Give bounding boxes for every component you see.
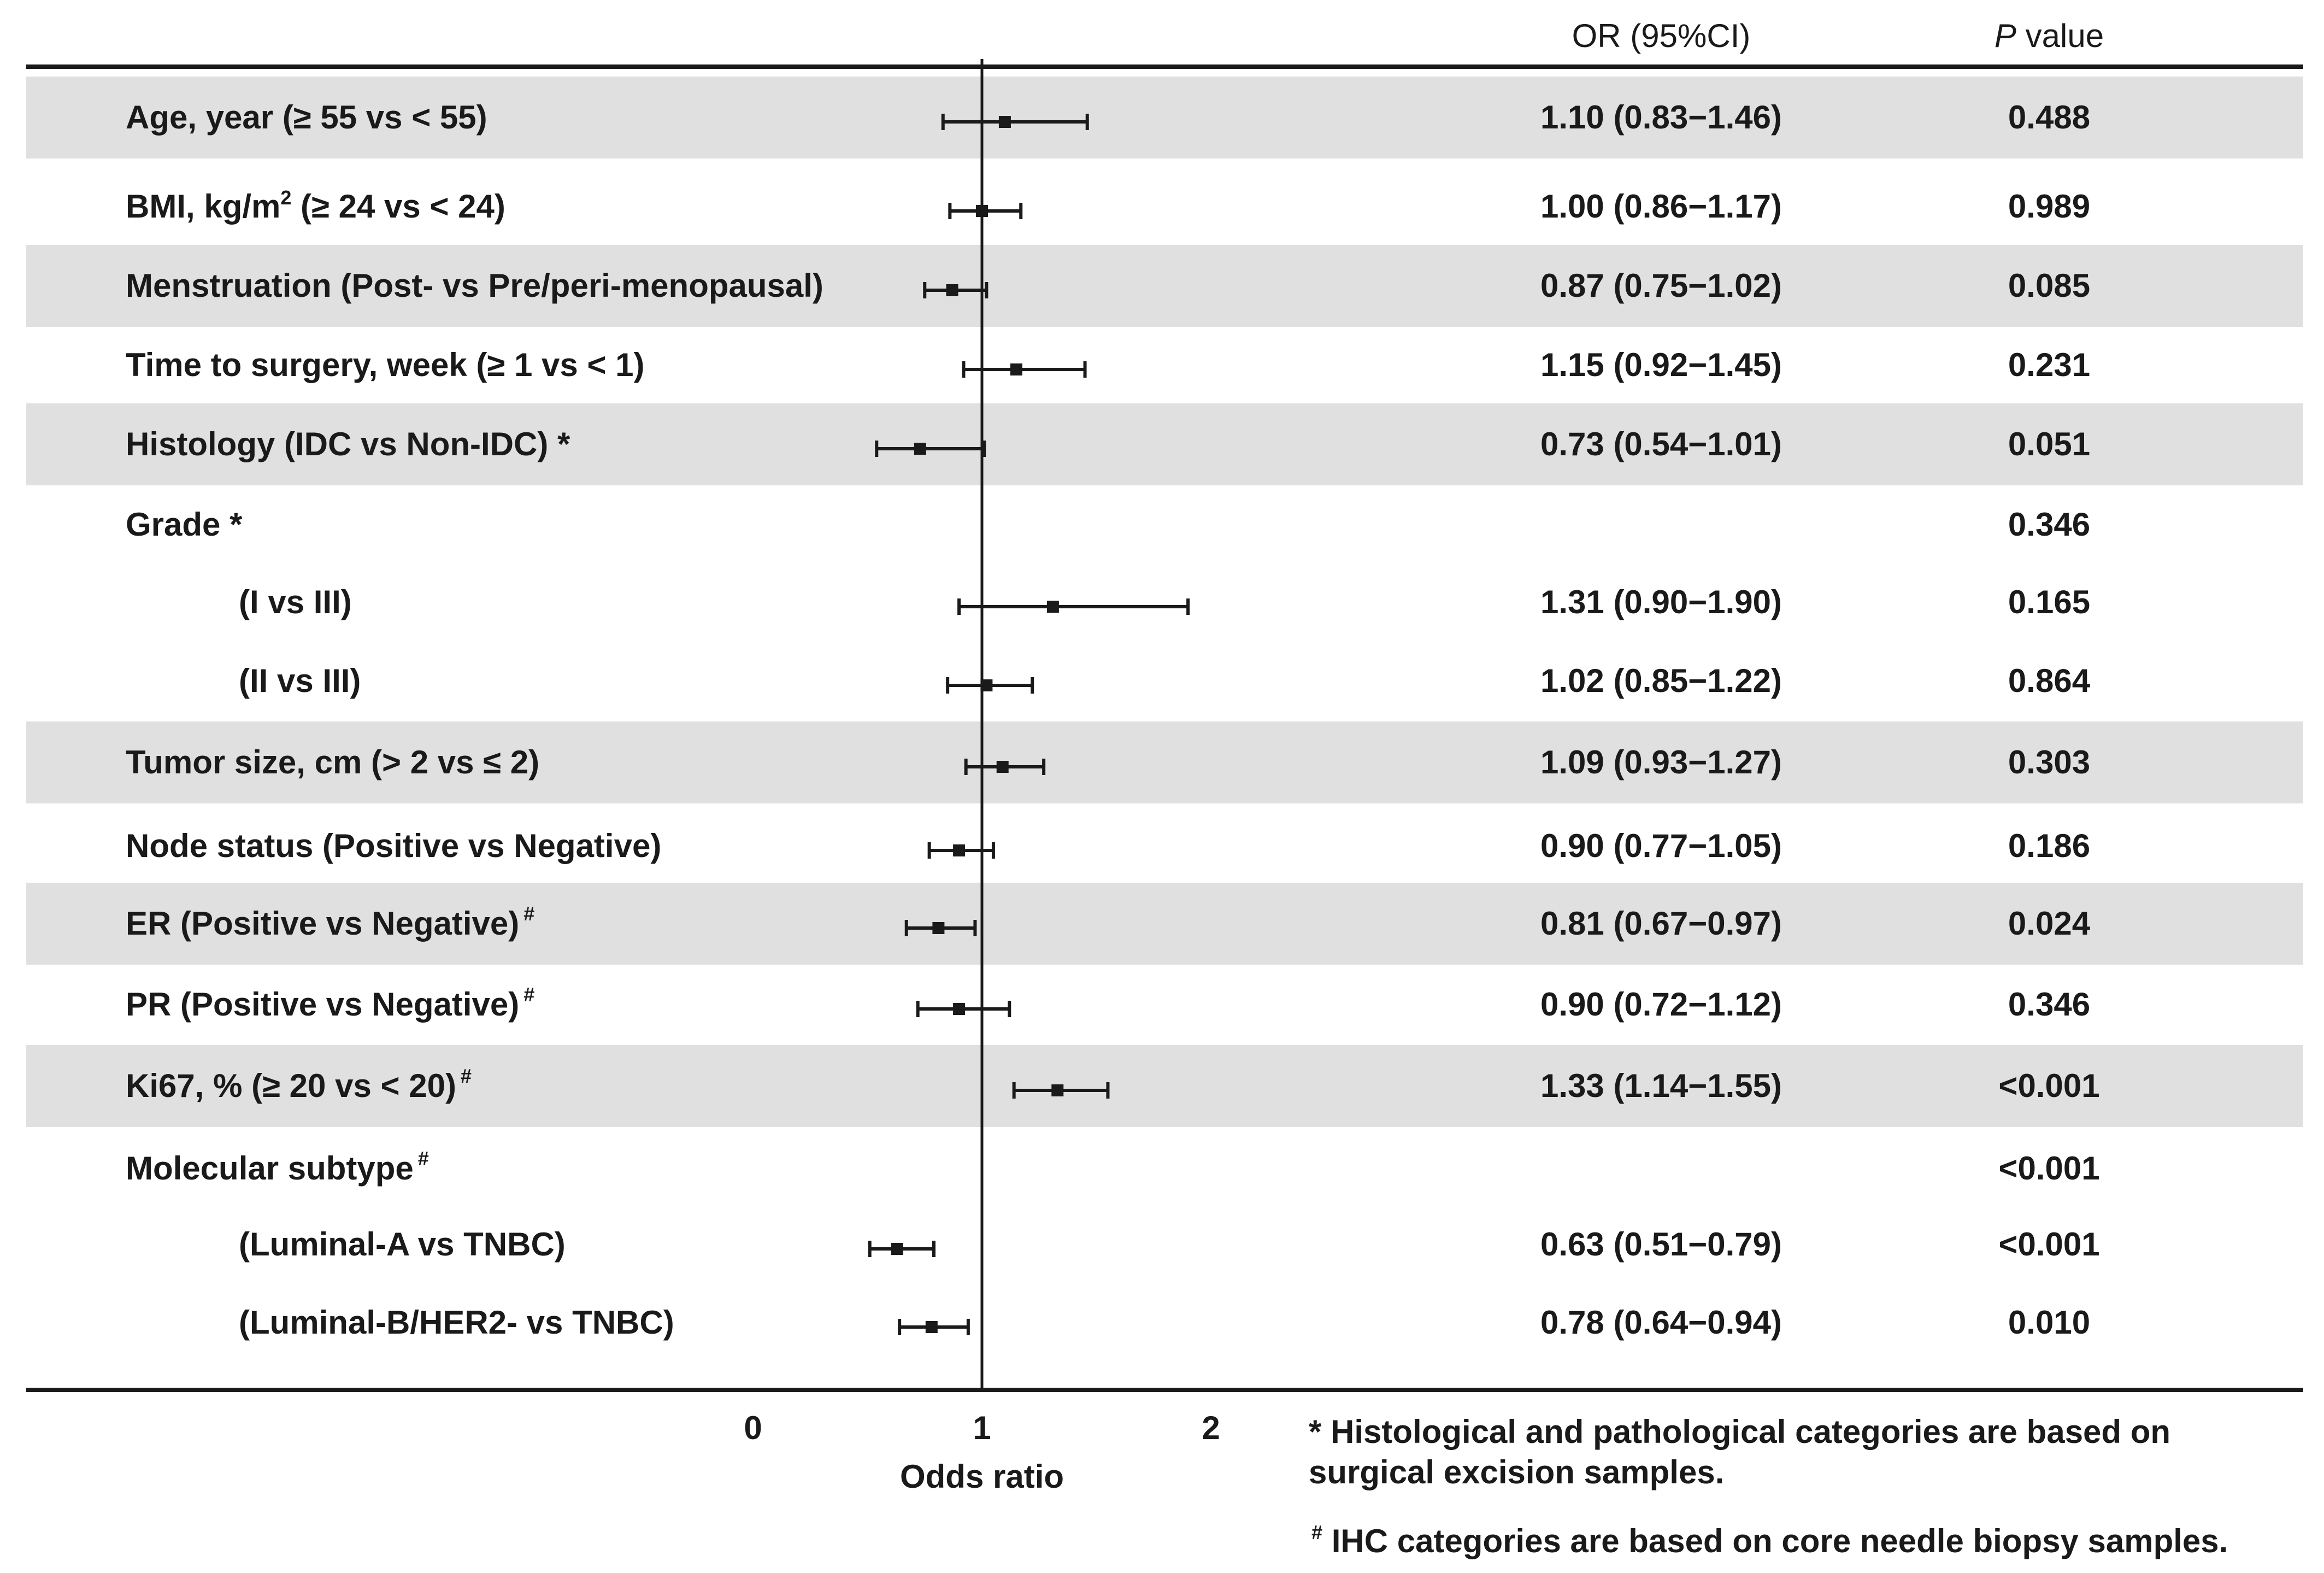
row-or-ci: 1.15 (0.92−1.45) — [1540, 347, 1782, 383]
row-p-value: 0.346 — [2008, 506, 2091, 543]
point-estimate — [953, 844, 965, 856]
row-p-value: 0.186 — [2008, 827, 2091, 864]
row-or-ci: 1.09 (0.93−1.27) — [1540, 744, 1782, 780]
row-label-footnote-mark: # — [523, 983, 535, 1006]
row-label-text: Menstruation (Post- vs Pre/peri-menopausal) — [126, 267, 823, 304]
point-estimate — [1047, 601, 1059, 613]
row-label-text: (I vs III) — [239, 584, 352, 620]
row-or-ci: 1.31 (0.90−1.90) — [1540, 584, 1782, 620]
footnote-hash — [1311, 1521, 2228, 1566]
point-estimate — [926, 1321, 938, 1333]
footnote-hash-mark: # — [1311, 1521, 1323, 1543]
point-estimate — [953, 1003, 965, 1015]
row-label — [239, 1228, 566, 1261]
row-or-ci: 0.87 (0.75−1.02) — [1540, 267, 1782, 304]
row-label — [126, 508, 242, 541]
x-axis-label: Odds ratio — [899, 1458, 1064, 1495]
row-label-text: Tumor size, cm (> 2 vs ≤ 2) — [126, 744, 540, 780]
row-label-superscript: 2 — [280, 186, 292, 209]
row-label-footnote-mark: # — [417, 1147, 429, 1170]
row-p-value: 0.864 — [2008, 662, 2091, 699]
row-label-text: ER (Positive vs Negative) — [126, 905, 520, 942]
point-estimate — [946, 284, 958, 296]
row-label-footnote-mark: # — [523, 902, 535, 925]
row-p-value: <0.001 — [1998, 1067, 2100, 1104]
row-or-ci: 0.90 (0.72−1.12) — [1540, 986, 1782, 1023]
row-label — [126, 1065, 472, 1104]
row-p-value: 0.231 — [2008, 347, 2091, 383]
row-p-value: 0.165 — [2008, 584, 2091, 620]
or-column-header: OR (95%CI) — [1572, 17, 1751, 54]
row-label-text: Histology (IDC vs Non-IDC) * — [126, 426, 570, 462]
row-p-value: <0.001 — [1998, 1226, 2100, 1263]
footnote-star-line2: surgical excision samples. — [1309, 1454, 1725, 1490]
row-label — [239, 1306, 674, 1339]
row-or-ci: 1.02 (0.85−1.22) — [1540, 662, 1782, 699]
row-p-value: 0.346 — [2008, 986, 2091, 1023]
p-column-header — [1994, 17, 2104, 54]
row-label — [126, 1147, 429, 1187]
row-label-text: (Luminal-B/HER2- vs TNBC) — [239, 1304, 674, 1341]
row-p-value: 0.024 — [2008, 905, 2091, 942]
row-p-value: 0.085 — [2008, 267, 2091, 304]
row-or-ci: 1.33 (1.14−1.55) — [1540, 1067, 1782, 1104]
row-p-value: 0.488 — [2008, 99, 2091, 136]
row-label-text: Grade * — [126, 506, 243, 543]
row-or-ci: 1.00 (0.86−1.17) — [1540, 188, 1782, 225]
point-estimate — [997, 761, 1009, 773]
point-estimate — [1010, 363, 1022, 375]
x-tick-label: 0 — [744, 1410, 762, 1446]
row-label — [126, 428, 570, 461]
row-label — [126, 349, 644, 381]
row-label — [126, 983, 535, 1023]
row-p-value: 0.051 — [2008, 426, 2091, 462]
row-or-ci: 0.63 (0.51−0.79) — [1540, 1226, 1782, 1263]
row-label — [126, 186, 505, 225]
point-estimate — [932, 922, 944, 934]
row-label — [126, 101, 487, 134]
point-estimate — [1051, 1084, 1063, 1096]
row-label-text: Ki67, % (≥ 20 vs < 20) — [126, 1067, 456, 1104]
row-label — [239, 586, 352, 619]
row-label-text: (II vs III) — [239, 662, 361, 699]
row-p-value: 0.010 — [2008, 1304, 2091, 1341]
row-label-footnote-mark: # — [460, 1065, 472, 1087]
point-estimate — [914, 443, 926, 455]
point-estimate — [999, 116, 1011, 128]
row-label — [126, 827, 662, 864]
row-label-text: PR (Positive vs Negative) — [126, 986, 520, 1023]
point-estimate — [891, 1243, 903, 1255]
x-tick-label: 2 — [1202, 1410, 1220, 1446]
footnote-star-line1: * Histological and pathological categories are based on — [1309, 1413, 2171, 1450]
x-tick-label: 1 — [973, 1410, 991, 1446]
point-estimate — [976, 205, 988, 217]
row-label — [126, 746, 539, 779]
point-estimate — [980, 679, 992, 691]
row-label — [239, 662, 361, 699]
row-label-text: Node status (Positive vs Negative) — [126, 827, 662, 864]
row-or-ci: 0.90 (0.77−1.05) — [1540, 827, 1782, 864]
row-p-value: <0.001 — [1998, 1150, 2100, 1187]
row-p-value: 0.989 — [2008, 188, 2091, 225]
row-or-ci: 0.81 (0.67−0.97) — [1540, 905, 1782, 942]
row-or-ci: 1.10 (0.83−1.46) — [1540, 99, 1782, 136]
row-label-text: Time to surgery, week (≥ 1 vs < 1) — [126, 347, 645, 383]
row-label-text: (Luminal-A vs TNBC) — [239, 1226, 566, 1263]
p-italic: P — [1994, 17, 2016, 54]
row-label-text: BMI, kg/m — [126, 188, 281, 225]
footnote-hash-text: IHC categories are based on core needle biopsy samples. — [1322, 1523, 2228, 1559]
row-label — [126, 902, 535, 942]
footnote-star — [1309, 1412, 2170, 1493]
row-label — [126, 269, 823, 302]
row-or-ci: 0.78 (0.64−0.94) — [1540, 1304, 1782, 1341]
p-rest: value — [2016, 17, 2104, 54]
row-label-text: Age, year (≥ 55 vs < 55) — [126, 99, 487, 136]
row-p-value: 0.303 — [2008, 744, 2091, 780]
row-or-ci: 0.73 (0.54−1.01) — [1540, 426, 1782, 462]
row-label-text: Molecular subtype — [126, 1150, 414, 1187]
row-label-suffix: (≥ 24 vs < 24) — [291, 188, 505, 225]
